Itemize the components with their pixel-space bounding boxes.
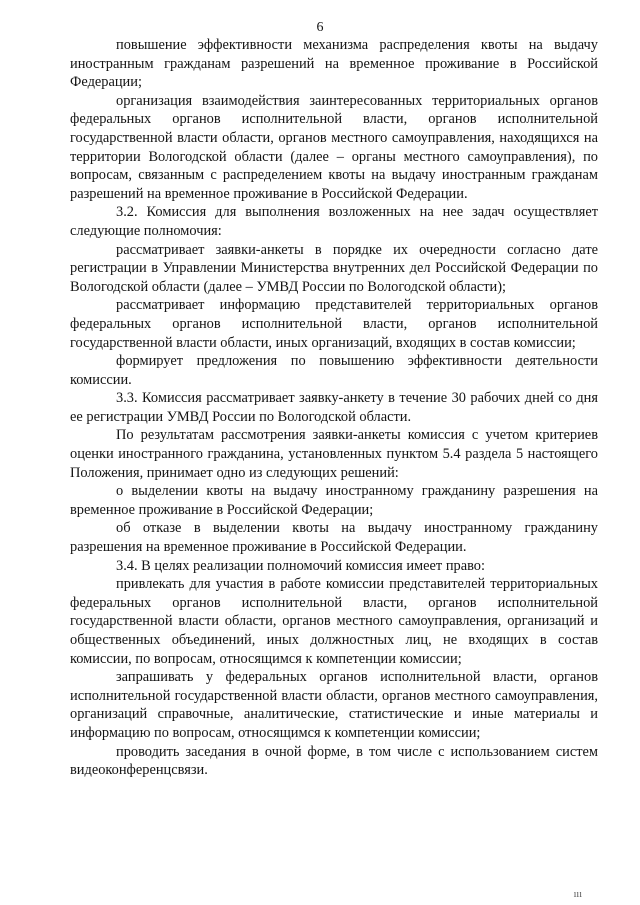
paragraph: проводить заседания в очной форме, в том числе с использованием систем видеоконференцсвязи. <box>70 743 598 779</box>
page-number: 6 <box>316 20 324 35</box>
paragraph: повышение эффективности механизма распределения квоты на выдачу иностранным гражданам разрешений на временное проживание в Российской Федерации; <box>70 37 598 91</box>
paragraph: запрашивать у федеральных органов исполнительной власти, органов исполнительной государственной власти области, органов местного самоуправления, организаций справочные, аналитические, статистические и иные материалы и информацию по вопросам, относящимся к компетенции комиссии; <box>70 669 598 741</box>
footer-mark: ııı <box>573 889 582 900</box>
paragraph: организация взаимодействия заинтересованных территориальных органов федеральных органов исполнительной власти, органов исполнительной государственной власти области, органов местного самоуправления, находящихся на территории Вологодской области (далее – органы местного самоуправления), по вопросам, связанным с распределением квоты на выдачу иностранным гражданам разрешений на временное проживание в Российской Федерации. <box>70 92 598 202</box>
document-body <box>70 36 598 780</box>
paragraph: формирует предложения по повышению эффективности деятельности комиссии. <box>70 353 598 388</box>
paragraph: рассматривает заявки-анкеты в порядке их очередности согласно дате регистрации в Управлении Министерства внутренних дел Российской Федерации по Вологодской области (далее – УМВД России по Вологодской области); <box>70 241 598 295</box>
paragraph: 3.2. Комиссия для выполнения возложенных на нее задач осуществляет следующие полномочия: <box>70 204 598 239</box>
paragraph: 3.3. Комиссия рассматривает заявку-анкету в течение 30 рабочих дней со дня ее регистрации УМВД России по Вологодской области. <box>70 390 598 425</box>
paragraph: 3.4. В целях реализации полномочий комиссия имеет право: <box>116 557 485 574</box>
paragraph: привлекать для участия в работе комиссии представителей территориальных федеральных органов исполнительной власти, органов исполнительной государственной власти области, органов местного самоуправления, организаций и общественных объединений, иных должностных лиц, не входящих в состав комиссии, по вопросам, относящимся к компетенции комиссии; <box>70 576 598 667</box>
paragraph: о выделении квоты на выдачу иностранному гражданину разрешения на временное проживание в Российской Федерации; <box>70 483 598 518</box>
paragraph: об отказе в выделении квоты на выдачу иностранному гражданину разрешения на временное проживание в Российской Федерации. <box>70 520 598 556</box>
paragraph: рассматривает информацию представителей территориальных органов федеральных органов исполнительной власти, органов исполнительной государственной власти области, иных организаций, входящих в состав комиссии; <box>70 297 598 351</box>
paragraph: По результатам рассмотрения заявки-анкеты комиссия с учетом критериев оценки иностранного гражданина, установленных пунктом 5.4 раздела 5 настоящего Положения, принимает одно из следующих решений: <box>70 427 598 481</box>
